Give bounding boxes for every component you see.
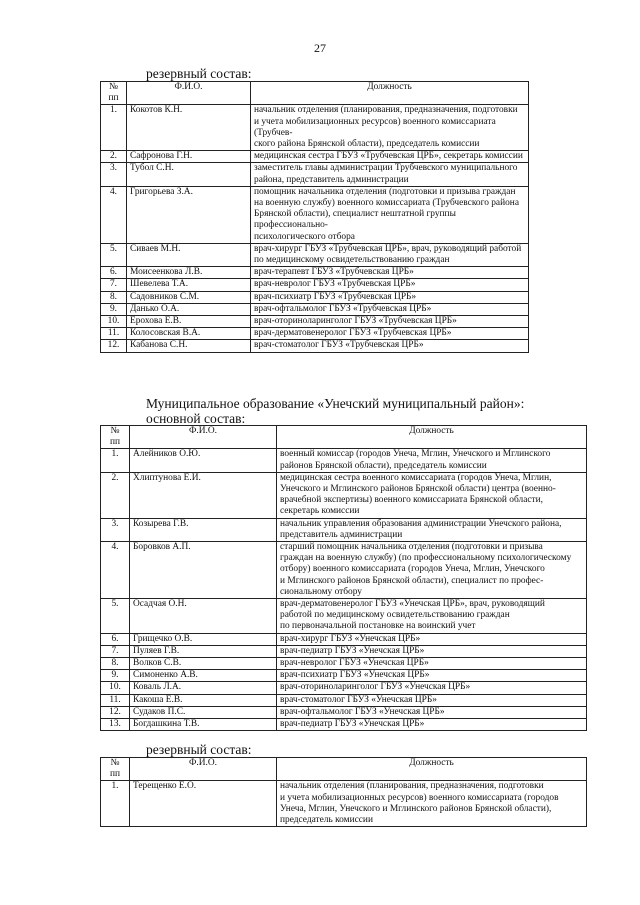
person-position xyxy=(251,291,529,303)
position-line: врач-хирург ГБУЗ «Трубчевская ЦРБ», врач, руководящий работой xyxy=(254,243,522,254)
position-line: врач-психиатр ГБУЗ «Унечская ЦРБ» xyxy=(280,670,430,681)
position-line: помощник начальника отделения (подготовки и призыва граждан xyxy=(254,186,516,197)
position-line: врач-оториноларинголог ГБУЗ «Унечская ЦРБ» xyxy=(280,682,471,693)
person-position xyxy=(277,518,587,541)
position-line: врач-офтальмолог ГБУЗ «Трубчевская ЦРБ» xyxy=(254,303,432,314)
position-line: председатель комиссии xyxy=(280,815,373,826)
position-line: врач-дерматовенеролог ГБУЗ «Унечская ЦРБ», врач, руководящий xyxy=(280,599,545,610)
table-row xyxy=(101,645,587,657)
person-position xyxy=(251,267,529,279)
person-name: Шевелева Т.А. xyxy=(127,279,251,291)
header-num: № пп xyxy=(101,82,127,105)
header-fio: Ф.И.О. xyxy=(130,758,277,781)
person-name: Колосовская В.А. xyxy=(127,328,251,340)
table-row xyxy=(101,163,529,186)
header-fio: Ф.И.О. xyxy=(130,426,277,449)
reserve-title-1: резервный состав: xyxy=(146,66,252,81)
row-number: 5. xyxy=(101,243,127,266)
person-position xyxy=(277,472,587,518)
header-position: Должность xyxy=(277,426,587,449)
table-row xyxy=(101,694,587,706)
position-line: заместитель главы администрации Трубчевского муниципального xyxy=(254,163,518,174)
row-number: 5. xyxy=(101,599,130,634)
table-row xyxy=(101,151,529,163)
row-number: 7. xyxy=(101,645,130,657)
position-line: сиональному отбору xyxy=(280,586,362,597)
row-number: 2. xyxy=(101,151,127,163)
table-row xyxy=(101,340,529,352)
person-name: Тубол С.Н. xyxy=(127,163,251,186)
table-row xyxy=(101,105,529,151)
position-line: начальник управления образования администрации Унечского района, xyxy=(280,518,562,529)
person-position xyxy=(251,303,529,315)
position-line: районов Брянской области), председатель комиссии xyxy=(280,460,487,471)
person-position xyxy=(277,682,587,694)
person-position xyxy=(277,670,587,682)
person-name: Кабанова С.Н. xyxy=(127,340,251,352)
row-number: 1. xyxy=(101,449,130,472)
position-line: врачебной экспертизы) военного комиссариата Брянской области, xyxy=(280,495,543,506)
person-position xyxy=(277,449,587,472)
person-name: Терещенко Е.О. xyxy=(130,781,277,827)
position-line: врач-дерматовенеролог ГБУЗ «Трубчевская ЦРБ» xyxy=(254,328,452,339)
person-name: Грищечко О.В. xyxy=(130,633,277,645)
position-line: по медицинскому освидетельствованию граждан xyxy=(254,255,450,266)
row-number: 11. xyxy=(101,694,130,706)
position-line: начальник отделения (планирования, предназначения, подготовки xyxy=(254,105,518,116)
person-position xyxy=(277,599,587,634)
position-line: медицинская сестра военного комиссариата (городов Унеча, Мглин, xyxy=(280,472,552,483)
reserve-title-2: резервный состав: xyxy=(146,742,252,757)
person-name: Симоненко А.В. xyxy=(130,670,277,682)
table-row xyxy=(101,449,587,472)
position-line: врач-оториноларинголог ГБУЗ «Трубчевская ЦРБ» xyxy=(254,316,457,327)
table-row xyxy=(101,542,587,599)
position-line: и учета мобилизационных ресурсов) военного комиссариата (Трубчев- xyxy=(254,116,496,138)
position-line: представитель администрации xyxy=(280,529,403,540)
position-line: начальник отделения (планирования, предназначения, подготовки xyxy=(280,781,544,792)
person-name: Ерохова Е.В. xyxy=(127,316,251,328)
person-name: Коваль Л.А. xyxy=(130,682,277,694)
position-line: района, представитель администрации xyxy=(254,174,409,185)
position-line: врач-педиатр ГБУЗ «Унечская ЦРБ» xyxy=(280,719,425,730)
person-name: Данько О.А. xyxy=(127,303,251,315)
person-name: Осадчая О.Н. xyxy=(130,599,277,634)
row-number: 6. xyxy=(101,267,127,279)
position-line: врач-стоматолог ГБУЗ «Трубчевская ЦРБ» xyxy=(254,340,424,351)
table-row xyxy=(101,303,529,315)
row-number: 12. xyxy=(101,340,127,352)
header-num: № пп xyxy=(101,758,130,781)
row-number: 1. xyxy=(101,105,127,151)
row-number: 4. xyxy=(101,186,127,243)
table-header-row xyxy=(101,82,529,105)
position-line: по первоначальной постановке на воинский учет xyxy=(280,621,476,632)
position-line: Унеча, Мглин, Унечского и Мглинского районов Брянской области), xyxy=(280,803,552,814)
person-name: Кокотов К.Н. xyxy=(127,105,251,151)
commission-table-trubchevsk xyxy=(100,81,529,353)
person-position xyxy=(251,151,529,163)
position-line: военный комиссар (городов Унеча, Мглин, Унечского и Мглинского xyxy=(280,449,551,460)
table-row xyxy=(101,670,587,682)
table-row xyxy=(101,472,587,518)
position-line: работой по медицинскому освидетельствованию граждан xyxy=(280,610,510,621)
page-number: 27 xyxy=(314,41,326,55)
person-position xyxy=(277,706,587,718)
person-position xyxy=(277,694,587,706)
position-line: Унечского и Мглинского районов Брянской области) центра (военно- xyxy=(280,484,556,495)
table-row xyxy=(101,658,587,670)
person-name: Боровков А.П. xyxy=(130,542,277,599)
position-line: врач-терапевт ГБУЗ «Трубчевская ЦРБ» xyxy=(254,267,414,278)
header-fio: Ф.И.О. xyxy=(127,82,251,105)
table-row xyxy=(101,682,587,694)
position-line: отбору) военного комиссариата (городов Унеча, Мглин, Унечского xyxy=(280,564,545,575)
main-title: основной состав: xyxy=(146,411,246,426)
table-header-row xyxy=(101,426,587,449)
table-row xyxy=(101,781,587,827)
person-position xyxy=(277,542,587,599)
row-number: 12. xyxy=(101,706,130,718)
row-number: 2. xyxy=(101,472,130,518)
position-line: врач-стоматолог ГБУЗ «Унечская ЦРБ» xyxy=(280,694,437,705)
table-row xyxy=(101,279,529,291)
position-line: врач-невролог ГБУЗ «Унечская ЦРБ» xyxy=(280,658,429,669)
person-name: Богдашкина Т.В. xyxy=(130,719,277,731)
position-line: Брянской области), специалист нештатной группы профессионально- xyxy=(254,209,456,231)
person-name: Козырева Г.В. xyxy=(130,518,277,541)
person-position xyxy=(251,279,529,291)
row-number: 6. xyxy=(101,633,130,645)
table-row xyxy=(101,291,529,303)
person-position xyxy=(277,633,587,645)
row-number: 13. xyxy=(101,719,130,731)
person-position xyxy=(251,186,529,243)
table-row xyxy=(101,267,529,279)
position-line: и Мглинского районов Брянской области), специалист по профес- xyxy=(280,575,544,586)
table-row xyxy=(101,518,587,541)
position-line: и учета мобилизационных ресурсов) военного комиссариата (городов xyxy=(280,792,559,803)
position-line: на военную службу) военного комиссариата (Трубчевского района xyxy=(254,198,519,209)
table-row xyxy=(101,316,529,328)
position-line: врач-невролог ГБУЗ «Трубчевская ЦРБ» xyxy=(254,279,416,290)
row-number: 4. xyxy=(101,542,130,599)
person-position xyxy=(251,328,529,340)
position-line: врач-офтальмолог ГБУЗ «Унечская ЦРБ» xyxy=(280,706,445,717)
person-name: Алейников О.Ю. xyxy=(130,449,277,472)
table-row xyxy=(101,328,529,340)
person-name: Волков С.В. xyxy=(130,658,277,670)
row-number: 8. xyxy=(101,291,127,303)
person-name: Пуляев Г.В. xyxy=(130,645,277,657)
person-name: Сафронова Г.Н. xyxy=(127,151,251,163)
person-name: Судаков П.С. xyxy=(130,706,277,718)
position-line: врач-психиатр ГБУЗ «Трубчевская ЦРБ» xyxy=(254,291,417,302)
position-line: врач-хирург ГБУЗ «Унечская ЦРБ» xyxy=(280,633,421,644)
commission-table-unecha-reserve xyxy=(100,757,587,827)
person-position xyxy=(251,163,529,186)
position-line: медицинская сестра ГБУЗ «Трубчевская ЦРБ», секретарь комиссии xyxy=(254,151,523,162)
row-number: 3. xyxy=(101,518,130,541)
position-line: психологического отбора xyxy=(254,231,355,242)
person-name: Моисеенкова Л.В. xyxy=(127,267,251,279)
position-line: ского района Брянской области), председатель комиссии xyxy=(254,139,480,150)
row-number: 1. xyxy=(101,781,130,827)
position-line: граждан на военную службу) (по профессиональному психологическому xyxy=(280,553,572,564)
table-row xyxy=(101,599,587,634)
row-number: 11. xyxy=(101,328,127,340)
row-number: 9. xyxy=(101,670,130,682)
person-name: Садовников С.М. xyxy=(127,291,251,303)
person-position xyxy=(251,316,529,328)
person-position xyxy=(277,781,587,827)
position-line: секретарь комиссии xyxy=(280,506,360,517)
person-position xyxy=(277,719,587,731)
row-number: 3. xyxy=(101,163,127,186)
table-row xyxy=(101,633,587,645)
person-position xyxy=(251,105,529,151)
table-row xyxy=(101,243,529,266)
person-name: Какоша Е.В. xyxy=(130,694,277,706)
header-position: Должность xyxy=(251,82,529,105)
person-name: Григорьева З.А. xyxy=(127,186,251,243)
position-line: старший помощник начальника отделения (подготовки и призыва xyxy=(280,542,543,553)
person-position xyxy=(277,645,587,657)
row-number: 10. xyxy=(101,682,130,694)
person-name: Сиваев М.Н. xyxy=(127,243,251,266)
row-number: 9. xyxy=(101,303,127,315)
person-position xyxy=(251,340,529,352)
person-name: Хлиптунова Е.И. xyxy=(130,472,277,518)
table-row xyxy=(101,706,587,718)
position-line: врач-педиатр ГБУЗ «Унечская ЦРБ» xyxy=(280,645,425,656)
table-row xyxy=(101,719,587,731)
commission-table-unecha xyxy=(100,425,587,731)
row-number: 7. xyxy=(101,279,127,291)
row-number: 8. xyxy=(101,658,130,670)
person-position xyxy=(277,658,587,670)
table-header-row xyxy=(101,758,587,781)
person-position xyxy=(251,243,529,266)
header-position: Должность xyxy=(277,758,587,781)
municipality-title: Муниципальное образование «Унечский муниципальный район»: xyxy=(146,396,525,411)
header-num: № пп xyxy=(101,426,130,449)
table-row xyxy=(101,186,529,243)
row-number: 10. xyxy=(101,316,127,328)
